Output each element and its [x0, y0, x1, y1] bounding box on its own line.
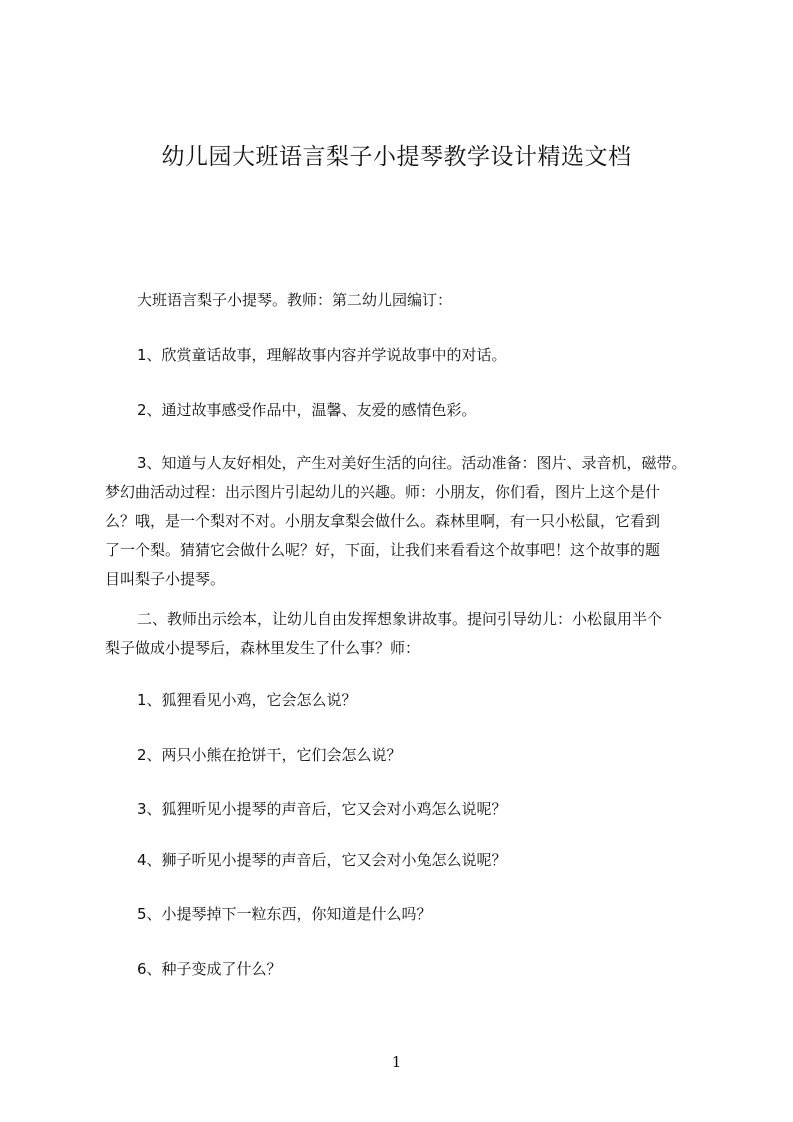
question-4: 4、狮子听见小提琴的声音后，它又会对小兔怎么说呢？: [137, 851, 507, 869]
document-title: 幼儿园大班语言梨子小提琴教学设计精选文档: [161, 144, 632, 170]
intro-line: 大班语言梨子小提琴。教师：第二幼儿园编订：: [137, 291, 453, 309]
paragraph-line: 了一个梨。猜猜它会做什么呢？好，下面，让我们来看看这个故事吧！这个故事的题: [105, 541, 661, 559]
paragraph-line: 梨子做成小提琴后，森林里发生了什么事？师：: [105, 639, 421, 657]
paragraph-line: 目叫梨子小提琴。: [105, 570, 226, 588]
question-3: 3、狐狸听见小提琴的声音后，它又会对小鸡怎么说呢？: [137, 800, 507, 818]
goal-2: 2、通过故事感受作品中，温馨、友爱的感情色彩。: [137, 401, 477, 419]
section-2-paragraph: [105, 605, 745, 663]
paragraph-line: 梦幻曲活动过程：出示图片引起幼儿的兴趣。师：小朋友，你们看，图片上这个是什: [105, 483, 661, 501]
goal-1: 1、欣赏童话故事，理解故事内容并学说故事中的对话。: [137, 346, 507, 364]
question-1: 1、狐狸看见小鸡，它会怎么说？: [137, 691, 357, 709]
page-number: 1: [391, 1053, 402, 1071]
paragraph-line: 二、教师出示绘本，让幼儿自由发挥想象讲故事。提问引导幼儿：小松鼠用半个: [137, 610, 663, 628]
question-5: 5、小提琴掉下一粒东西，你知道是什么吗？: [137, 905, 432, 923]
question-6: 6、种子变成了什么？: [137, 960, 282, 978]
question-2: 2、两只小熊在抢饼干，它们会怎么说？: [137, 746, 402, 764]
goal-3-paragraph: [105, 449, 745, 594]
paragraph-line: 3、知道与人友好相处，产生对美好生活的向往。活动准备：图片、录音机，磁带。: [137, 454, 687, 472]
paragraph-line: 么？哦，是一个梨对不对。小朋友拿梨会做什么。森林里啊，有一只小松鼠，它看到: [105, 512, 661, 530]
